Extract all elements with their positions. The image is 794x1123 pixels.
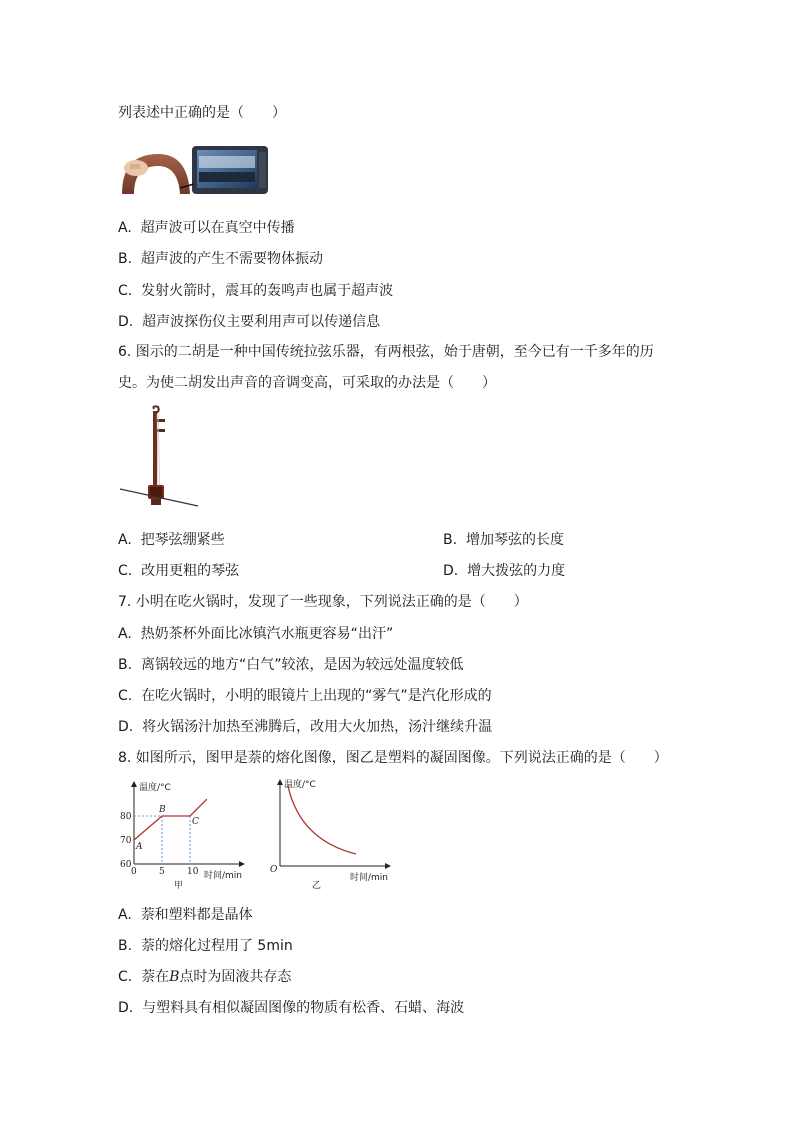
q6-stem-line1: 6. 图示的二胡是一种中国传统拉弦乐器，有两根弦，始于唐朝，至今已有一千多年的历 (118, 344, 654, 360)
chart2-ylabel: 温度/°C (284, 780, 316, 790)
q6-option-b[interactable]: B. 增加琴弦的长度 (443, 532, 564, 548)
chart1-x-tick: 0 (131, 867, 137, 877)
chart1-point-label: C (192, 817, 199, 827)
erhu-image (118, 405, 200, 515)
q8-stem: 8. 如图所示，图甲是萘的熔化图像，图乙是塑料的凝固图像。下列说法正确的是（ ） (118, 750, 668, 766)
q7-stem: 7. 小明在吃火锅时，发现了一些现象，下列说法正确的是（ ） (118, 594, 528, 610)
q5-option-a[interactable]: A. 超声波可以在真空中传播 (118, 220, 295, 236)
chart2-origin-label: O (270, 865, 278, 875)
q5-option-b[interactable]: B. 超声波的产生不需要物体振动 (118, 251, 323, 267)
q7-option-d[interactable]: D. 将火锅汤汁加热至沸腾后，改用大火加热，汤汁继续升温 (118, 719, 493, 735)
chart1-caption: 甲 (174, 881, 184, 891)
q6-option-d[interactable]: D. 增大拨弦的力度 (443, 563, 566, 579)
chart-plastic-solidification (266, 774, 396, 891)
q8-option-a[interactable]: A. 萘和塑料都是晶体 (118, 907, 253, 923)
q6-option-c[interactable]: C. 改用更粗的琴弦 (118, 563, 240, 579)
q8-option-d[interactable]: D. 与塑料具有相似凝固图像的物质有松香、石蜡、海波 (118, 1000, 465, 1016)
q5-stem-tail: 列表述中正确的是（ ） (118, 105, 286, 121)
chart1-y-tick: 60 (120, 860, 132, 870)
q6-option-a[interactable]: A. 把琴弦绷紧些 (118, 532, 225, 548)
ultrasonic-detector-image (118, 144, 270, 196)
chart1-xlabel: 时间/min (204, 871, 243, 881)
q8-option-c[interactable]: C. 萘在B点时为固液共存态 (118, 969, 292, 985)
chart2-series-curve (288, 786, 356, 854)
chart1-x-tick: 5 (159, 867, 165, 877)
chart1-point-label: A (136, 842, 143, 852)
chart2-caption: 乙 (312, 881, 322, 891)
chart1-y-tick: 70 (120, 836, 132, 846)
chart2-xlabel: 时间/min (350, 873, 389, 883)
chart1-ylabel: 温度/°C (139, 783, 171, 793)
chart-naphthalene-melting (112, 778, 252, 890)
q5-option-c[interactable]: C. 发射火箭时，震耳的轰鸣声也属于超声波 (118, 283, 394, 299)
q7-option-b[interactable]: B. 离锅较远的地方“白气”较浓，是因为较远处温度较低 (118, 657, 464, 673)
q7-option-c[interactable]: C. 在吃火锅时，小明的眼镜片上出现的“雾气”是汽化形成的 (118, 688, 492, 704)
q5-option-d[interactable]: D. 超声波探伤仪主要利用声可以传递信息 (118, 314, 381, 330)
q8-option-b[interactable]: B. 萘的熔化过程用了 5min (118, 938, 293, 954)
chart1-x-tick: 10 (187, 867, 199, 877)
chart1-y-tick: 80 (120, 812, 132, 822)
q6-stem-line2: 史。为使二胡发出声音的音调变高，可采取的办法是（ ） (118, 375, 496, 391)
chart1-point-label: B (159, 805, 166, 815)
q7-option-a[interactable]: A. 热奶茶杯外面比冰镇汽水瓶更容易“出汗” (118, 626, 394, 642)
